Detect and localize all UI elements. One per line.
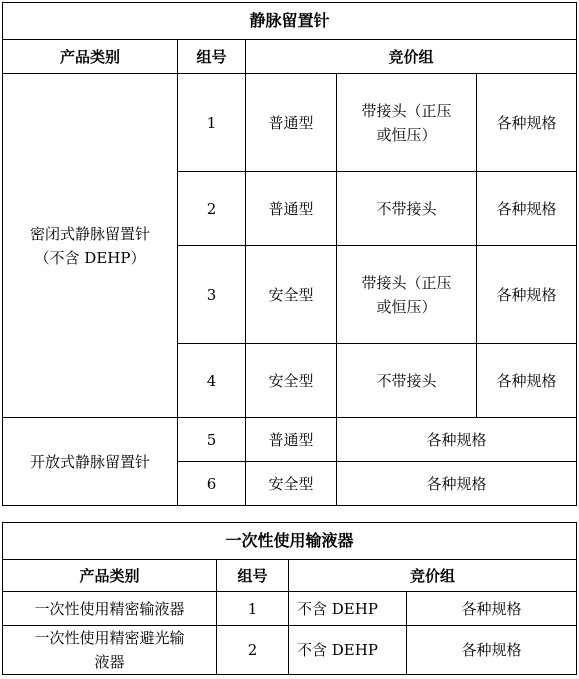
- header-group: 组号: [178, 40, 246, 74]
- type-cell: 安全型: [246, 344, 337, 418]
- category-closed-catheter: [3, 74, 178, 418]
- spec-cell: 各种规格: [337, 462, 577, 506]
- category-line: 密闭式静脉留置针: [29, 224, 150, 243]
- category-line: 液器: [94, 653, 125, 671]
- header-bid-group: 竞价组: [246, 40, 577, 74]
- table-title: 一次性使用输液器: [3, 523, 577, 560]
- connector-cell: [337, 246, 477, 344]
- spec-cell: 各种规格: [337, 418, 577, 462]
- group-cell: 5: [178, 418, 246, 462]
- spec-cell: 各种规格: [477, 172, 577, 246]
- type-cell: 普通型: [246, 172, 337, 246]
- spec-cell: 各种规格: [477, 246, 577, 344]
- group-cell: 2: [217, 626, 289, 675]
- dehp-cell: 不含 DEHP: [289, 626, 407, 675]
- category-cell: 一次性使用精密输液器: [3, 592, 217, 626]
- spec-cell: 各种规格: [407, 626, 577, 675]
- connector-cell: 不带接头: [337, 172, 477, 246]
- category-cell: [3, 626, 217, 675]
- header-bid-group: 竞价组: [289, 560, 577, 592]
- type-cell: 安全型: [246, 462, 337, 506]
- connector-line: 或恒压）: [376, 297, 437, 316]
- spec-cell: 各种规格: [477, 74, 577, 172]
- dehp-cell: 不含 DEHP: [289, 592, 407, 626]
- type-cell: 普通型: [246, 74, 337, 172]
- spec-cell: 各种规格: [477, 344, 577, 418]
- category-line: 一次性使用精密避光输: [34, 629, 185, 647]
- header-group: 组号: [217, 560, 289, 592]
- connector-cell: 不带接头: [337, 344, 477, 418]
- connector-line: 带接头（正压: [361, 273, 452, 292]
- connector-line: 或恒压）: [376, 125, 437, 144]
- group-cell: 6: [178, 462, 246, 506]
- iv-catheter-table: [2, 2, 577, 506]
- category-line: （不含 DEHP）: [34, 248, 146, 267]
- header-category: 产品类别: [3, 560, 217, 592]
- group-cell: 2: [178, 172, 246, 246]
- group-cell: 1: [178, 74, 246, 172]
- category-open-catheter: 开放式静脉留置针: [3, 418, 178, 506]
- table-title: 静脉留置针: [3, 3, 577, 40]
- connector-cell: [337, 74, 477, 172]
- group-cell: 3: [178, 246, 246, 344]
- type-cell: 普通型: [246, 418, 337, 462]
- group-cell: 1: [217, 592, 289, 626]
- spec-cell: 各种规格: [407, 592, 577, 626]
- group-cell: 4: [178, 344, 246, 418]
- header-category: 产品类别: [3, 40, 178, 74]
- type-cell: 安全型: [246, 246, 337, 344]
- infusion-set-table: [2, 522, 577, 675]
- connector-line: 带接头（正压: [361, 101, 452, 120]
